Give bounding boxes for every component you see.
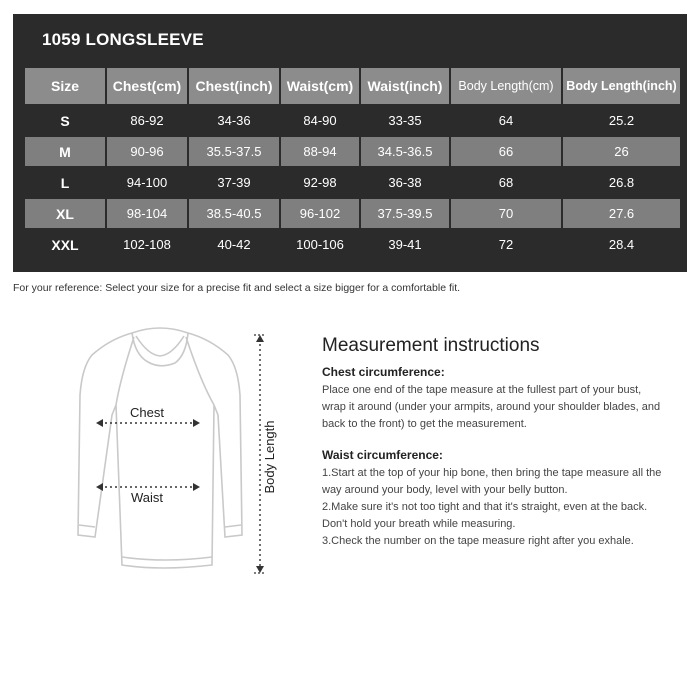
table-row — [25, 230, 680, 259]
table-cell: 102-108 — [107, 230, 187, 259]
header-body-length-inch: Body Length(inch) — [563, 68, 680, 104]
table-cell: 66 — [451, 137, 561, 166]
table-cell: 34.5-36.5 — [361, 137, 449, 166]
shirt-outline-icon — [78, 328, 242, 568]
size-cell: XXL — [25, 230, 105, 259]
table-cell: 28.4 — [563, 230, 680, 259]
table-cell: 25.2 — [563, 106, 680, 135]
table-row — [25, 168, 680, 197]
table-cell: 84-90 — [281, 106, 359, 135]
size-cell: L — [25, 168, 105, 197]
table-cell: 26.8 — [563, 168, 680, 197]
length-arrow-up-icon — [256, 335, 264, 342]
table-row — [25, 199, 680, 228]
table-cell: 86-92 — [107, 106, 187, 135]
waist-label: Waist — [130, 490, 164, 505]
waist-section-title: Waist circumference: — [322, 448, 443, 462]
table-cell: 72 — [451, 230, 561, 259]
table-cell: 98-104 — [107, 199, 187, 228]
table-cell: 40-42 — [189, 230, 279, 259]
table-cell: 37.5-39.5 — [361, 199, 449, 228]
table-row — [25, 137, 680, 166]
table-cell: 90-96 — [107, 137, 187, 166]
table-cell: 37-39 — [189, 168, 279, 197]
table-cell: 33-35 — [361, 106, 449, 135]
shirt-diagram — [50, 325, 295, 580]
table-cell: 27.6 — [563, 199, 680, 228]
table-cell: 64 — [451, 106, 561, 135]
chest-section-title: Chest circumference: — [322, 365, 445, 379]
table-cell: 100-106 — [281, 230, 359, 259]
table-cell: 26 — [563, 137, 680, 166]
table-cell: 88-94 — [281, 137, 359, 166]
fit-note: For your reference: Select your size for a precise fit and select a size bigger for a comfortable fit. — [13, 282, 461, 294]
size-chart-panel — [13, 14, 687, 272]
header-body-length-cm: Body Length(cm) — [451, 68, 561, 104]
waist-step-2: 2.Make sure it's not too tight and that it's straight, even at the back. Don't hold your breath while measuring. — [322, 501, 648, 530]
table-header-row — [25, 68, 680, 104]
size-cell: M — [25, 137, 105, 166]
header-waist-cm: Waist(cm) — [281, 68, 359, 104]
table-cell: 39-41 — [361, 230, 449, 259]
size-cell: S — [25, 106, 105, 135]
header-waist-inch: Waist(inch) — [361, 68, 449, 104]
chest-label: Chest — [130, 405, 164, 420]
header-chest-inch: Chest(inch) — [189, 68, 279, 104]
waist-step-1: 1.Start at the top of your hip bone, then bring the tape measure all the way around your body, level with your belly button. — [322, 467, 662, 496]
table-cell: 92-98 — [281, 168, 359, 197]
waist-step-3: 3.Check the number on the tape measure right after you exhale. — [322, 535, 634, 547]
header-chest-cm: Chest(cm) — [107, 68, 187, 104]
waist-arrow-right-icon — [193, 483, 200, 491]
table-cell: 96-102 — [281, 199, 359, 228]
table-cell: 34-36 — [189, 106, 279, 135]
table-row — [25, 106, 680, 135]
size-cell: XL — [25, 199, 105, 228]
table-cell: 70 — [451, 199, 561, 228]
chest-arrow-left-icon — [96, 419, 103, 427]
instructions-title: Measurement instructions — [322, 335, 540, 356]
table-cell: 36-38 — [361, 168, 449, 197]
chest-arrow-right-icon — [193, 419, 200, 427]
header-size: Size — [25, 68, 105, 104]
chart-title: 1059 LONGSLEEVE — [42, 30, 204, 49]
waist-arrow-left-icon — [96, 483, 103, 491]
table-cell: 68 — [451, 168, 561, 197]
table-cell: 94-100 — [107, 168, 187, 197]
chest-instructions: Place one end of the tape measure at the fullest part of your bust, wrap it around (under your armpits, around your shoulder blades, and back to the front) to get the measurement. — [322, 384, 661, 430]
length-arrow-down-icon — [256, 566, 264, 573]
length-label: Body Length — [262, 420, 277, 494]
measurement-instructions — [322, 335, 662, 550]
table-cell: 35.5-37.5 — [189, 137, 279, 166]
size-table — [23, 66, 682, 261]
table-cell: 38.5-40.5 — [189, 199, 279, 228]
